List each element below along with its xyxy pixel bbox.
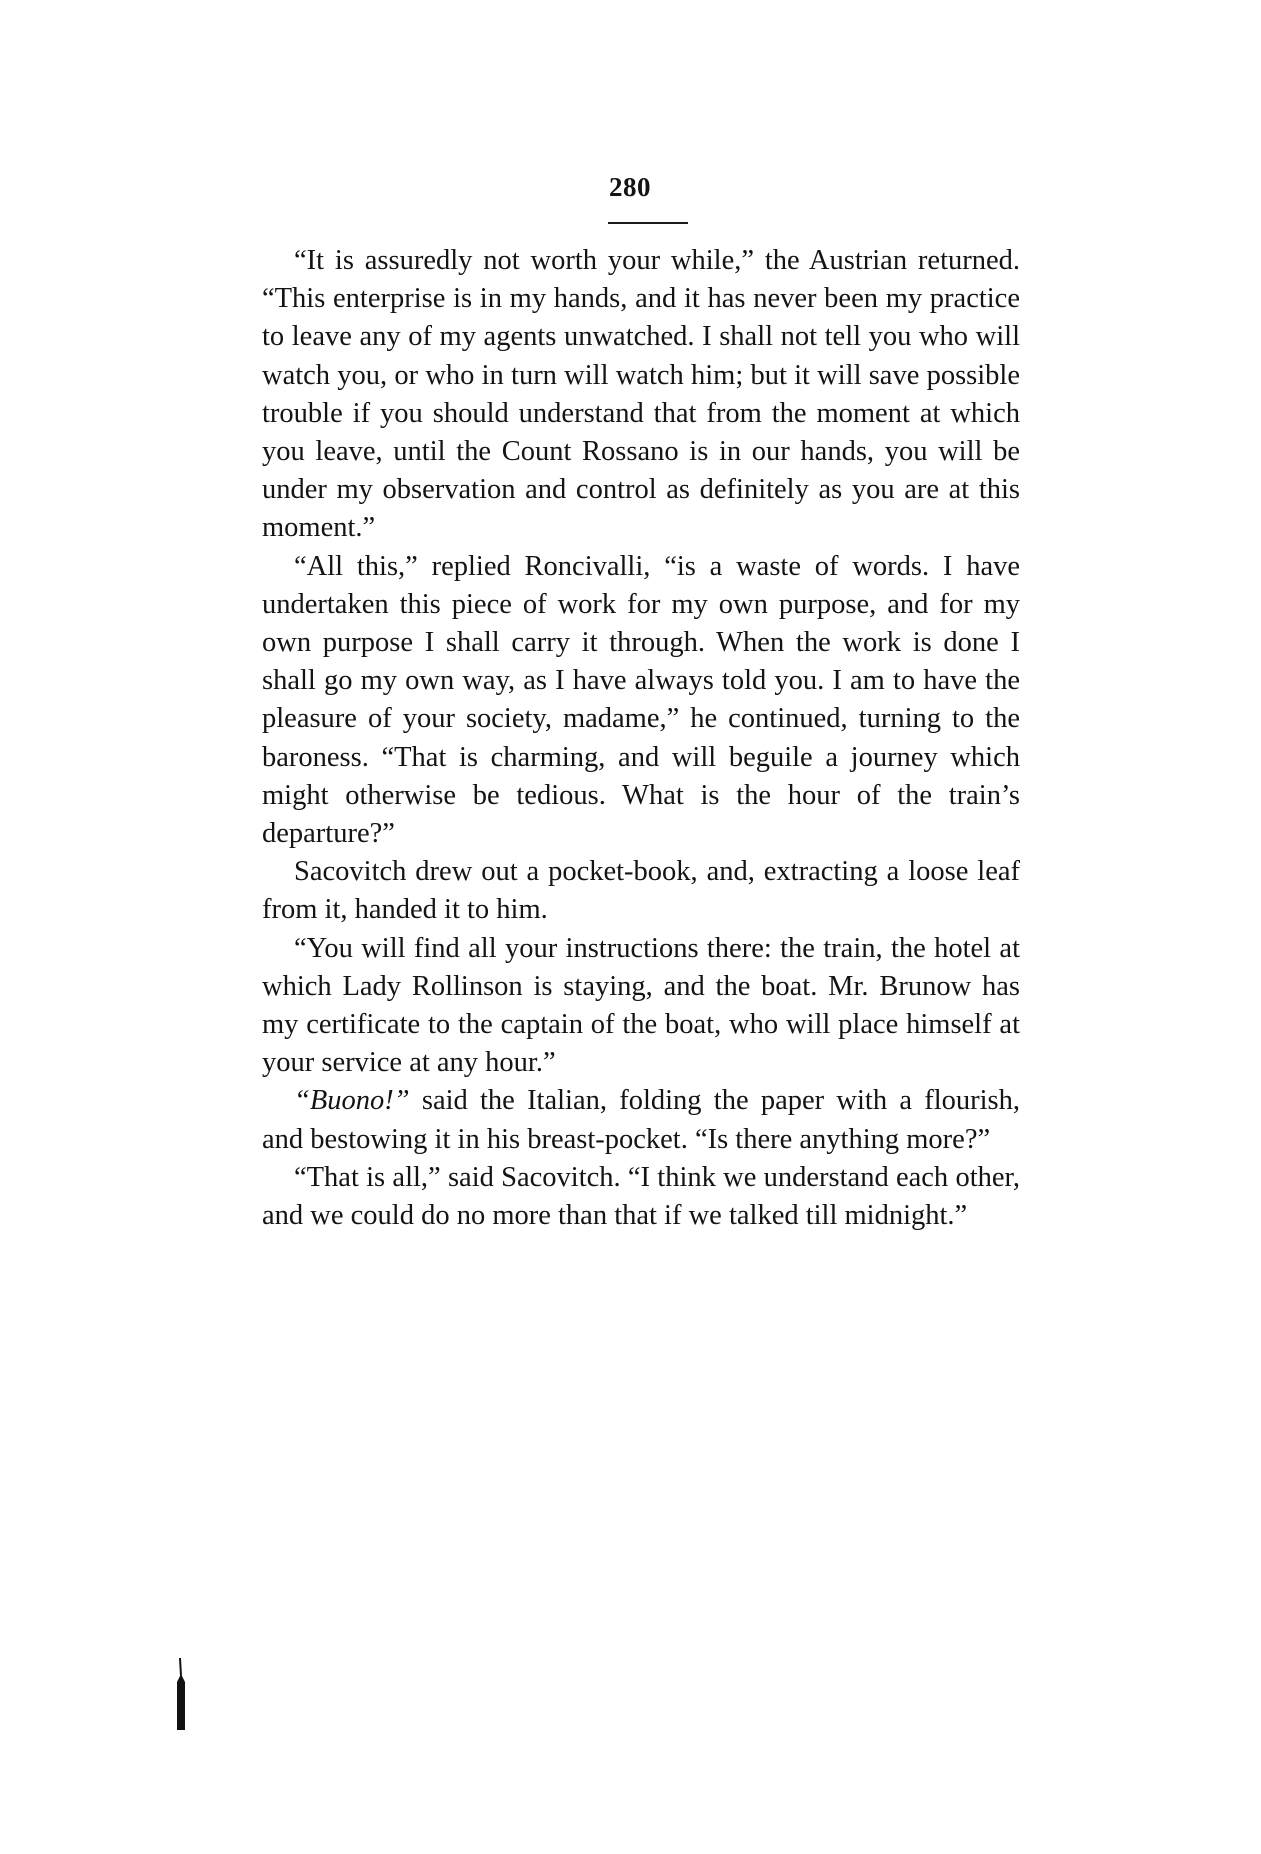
page-number-rule — [608, 222, 688, 224]
paragraph-pocket-book: Sacovitch drew out a pocket-book, and, extracting a loose leaf from it, handed it to him. — [262, 856, 1020, 926]
paragraph-roncivalli-reply: “All this,” replied Roncivalli, “is a waste of words. I have undertaken this piece of work for my own purpose, and for my own purpose I shall carry it through. When the work is done I shall go my own way, as I have always told you. I am to have the pleasure of your society, madame,” he continued, turning to the baroness. “That is charming, and will beguile a journey which might otherwise be tedious. What is the hour of the train’s departure?” — [262, 550, 1020, 850]
paragraph-buono — [262, 1082, 1020, 1158]
paragraph-buono-rest: said the Italian, folding the paper with a flourish, and bestowing it in his breast-pocket. “Is there anything more?” — [262, 1085, 1020, 1155]
paragraph-that-is-all: “That is all,” said Sacovitch. “I think we understand each other, and we could do no more than that if we talked till midnight.” — [262, 1161, 1020, 1232]
body-text — [262, 242, 1020, 1235]
paragraph-instructions: “You will find all your instructions there: the train, the hotel at which Lady Rollinson is staying, and the boat. Mr. Brunow has my certificate to the captain of the boat, who will place himself at your service at any hour.” — [262, 932, 1020, 1079]
paragraph-austrian-warning: “It is assuredly not worth your while,” the Austrian returned. “This enterprise is in my hands, and it has never been my practice to leave any of my agents unwatched. I shall not tell you who will watch you, or who in turn will watch him; but it will save possible trouble if you should understand that from the moment at which you leave, until the Count Rossano is in our hands, you will be under my observation and control as definitely as you are at this moment.” — [262, 245, 1020, 544]
scan-edge-mark — [176, 1658, 186, 1730]
italic-exclamation: “Buono!” — [294, 1085, 410, 1117]
page-number: 280 — [609, 172, 651, 202]
